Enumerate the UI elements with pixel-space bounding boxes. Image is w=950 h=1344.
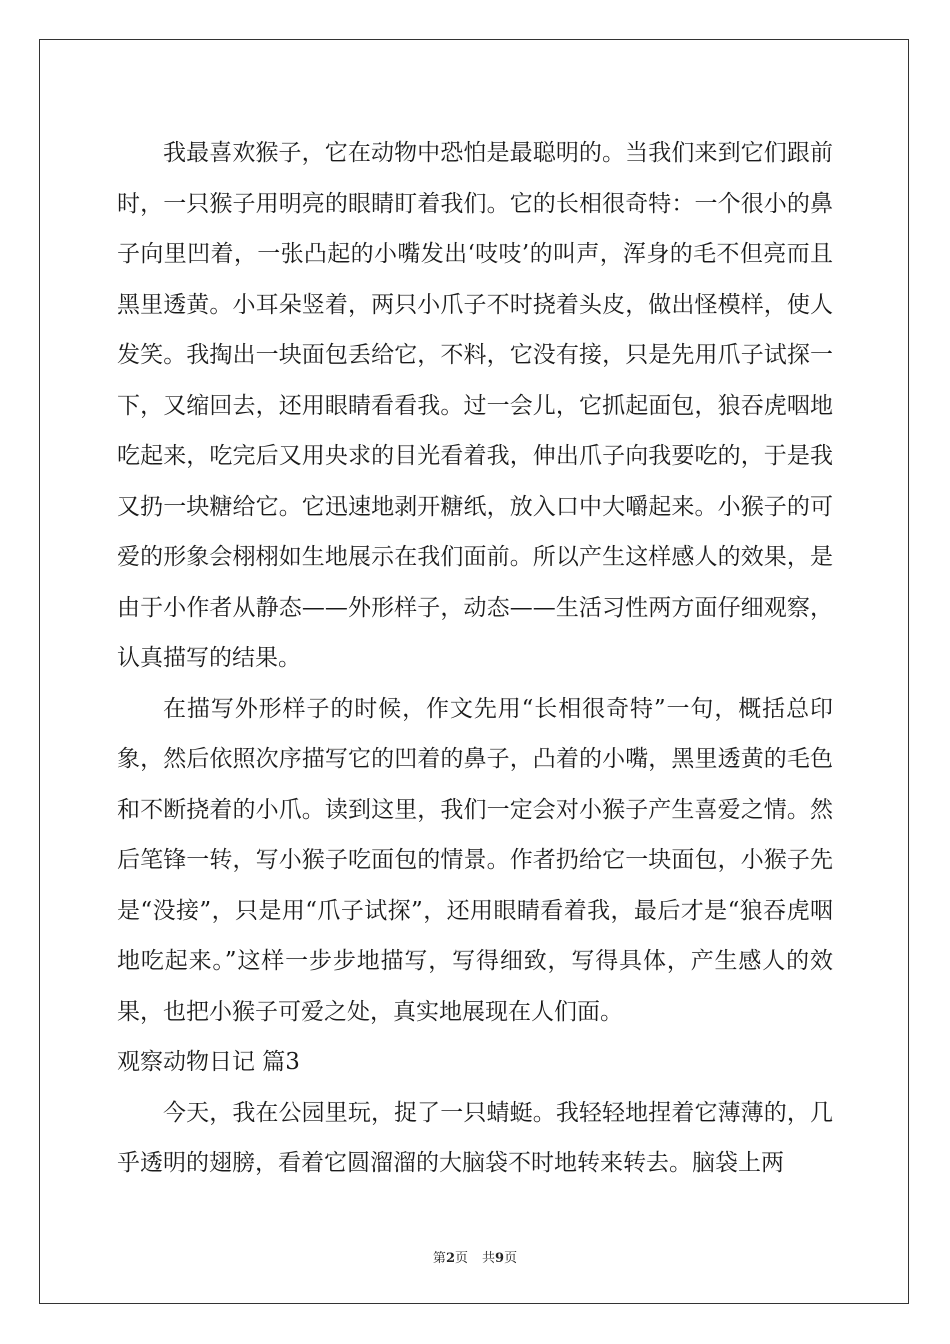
document-body [117,128,833,1189]
page-footer [0,1247,950,1266]
page-prefix: 第 [432,1251,446,1266]
total-page-number: 9 [495,1251,505,1266]
section-heading: 观察动物日记 篇3 [117,1049,300,1075]
paragraph-3: 今天，我在公园里玩，捉了一只蜻蜓。我轻轻地捏着它薄薄的，几乎透明的翅膀，看着它圆溜溜的大脑袋不时地转来转去。脑袋上两 [117,1099,833,1176]
paragraph-1: 我最喜欢猴子，它在动物中恐怕是最聪明的。当我们来到它们跟前时，一只猴子用明亮的眼睛盯着我们。它的长相很奇特：一个很小的鼻子向里凹着，一张凸起的小嘴发出‘吱吱’的叫声，浑身的毛不但亮而且黑里透黄。小耳朵竖着，两只小爪子不时挠着头皮，做出怪模样，使人发笑。我掏出一块面包丢给它，不料，它没有接，只是先用爪子试探一下，又缩回去，还用眼睛看看我。过一会儿，它抓起面包，狼吞虎咽地吃起来，吃完后又用央求的目光看着我，伸出爪子向我要吃的，于是我又扔一块糖给它。它迅速地剥开糖纸，放入口中大嚼起来。小猴子的可爱的形象会栩栩如生地展示在我们面前。所以产生这样感人的效果，是由于小作者从静态——外形样子，动态——生活习性两方面仔细观察，认真描写的结果。 [117,140,833,671]
page-suffix: 页 [454,1251,468,1266]
current-page-number: 2 [445,1251,455,1266]
paragraph-2: 在描写外形样子的时候，作文先用“长相很奇特”一句，概括总印象，然后依照次序描写它的凹着的鼻子，凸着的小嘴，黑里透黄的毛色和不断挠着的小爪。读到这里，我们一定会对小猴子产生喜爱之情。然后笔锋一转，写小猴子吃面包的情景。作者扔给它一块面包，小猴子先是“没接”，只是用“爪子试探”，还用眼睛看着我，最后才是“狼吞虎咽地吃起来。”这样一步步地描写，写得细致，写得具体，产生感人的效果，也把小猴子可爱之处，真实地展现在人们面。 [117,695,833,1025]
total-suffix: 页 [504,1251,518,1266]
total-prefix: 共 [482,1251,496,1266]
